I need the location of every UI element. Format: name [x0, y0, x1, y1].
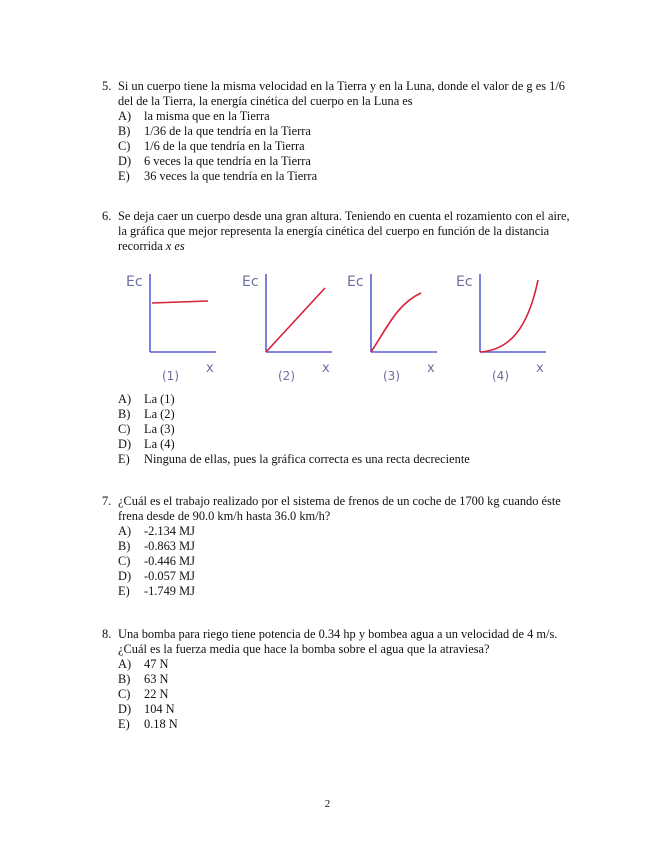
- option-d[interactable]: [118, 569, 572, 584]
- question-number: 7.: [102, 494, 112, 508]
- option-text: 1/6 de la que tendría en la Tierra: [144, 139, 305, 153]
- option-text: 63 N: [144, 672, 169, 686]
- graph-caption: (2): [278, 369, 295, 383]
- energy-curve: [480, 280, 538, 352]
- energy-graphs: [112, 262, 562, 387]
- option-letter: C): [118, 687, 131, 701]
- question-text: Una bomba para riego tiene potencia de 0.34 hp y bombea agua a un velocidad de 4 m/s. ¿Cuál es la fuerza media que hace la bomba sobre el agua que la atraviesa?: [118, 627, 558, 656]
- energy-curve: [152, 301, 208, 303]
- option-text: -2.134 MJ: [144, 524, 195, 538]
- option-letter: E): [118, 584, 130, 598]
- energy-curve: [266, 288, 325, 352]
- option-text: -1.749 MJ: [144, 584, 195, 598]
- graph-caption: (1): [162, 369, 179, 383]
- option-letter: D): [118, 437, 132, 451]
- option-letter: A): [118, 109, 132, 123]
- question-text-main: Se deja caer un cuerpo desde una gran altura. Teniendo en cuenta el rozamiento con el aire, la gráfica que mejor representa la energía cinética del cuerpo en función de la distancia recorrida: [118, 209, 570, 253]
- option-text: La (2): [144, 407, 175, 421]
- question-8: [102, 627, 572, 732]
- question-text: Si un cuerpo tiene la misma velocidad en la Tierra y en la Luna, donde el valor de g es 1/6 del de la Tierra, la energía cinética del cuerpo en la Luna es: [118, 79, 565, 108]
- x-axis-label: x: [427, 361, 435, 376]
- option-text: -0.446 MJ: [144, 554, 195, 568]
- option-letter: D): [118, 154, 132, 168]
- question-7: [102, 494, 572, 599]
- option-text: 47 N: [144, 657, 169, 671]
- graph-caption: (4): [492, 369, 509, 383]
- option-e[interactable]: [118, 584, 572, 599]
- graph-1: [112, 262, 237, 391]
- option-text: 36 veces la que tendría en la Tierra: [144, 169, 318, 183]
- option-c[interactable]: [118, 687, 572, 702]
- option-e[interactable]: [118, 452, 558, 467]
- option-d[interactable]: [118, 437, 558, 452]
- x-axis-label: x: [322, 361, 330, 376]
- option-a[interactable]: [118, 657, 572, 672]
- graph-1-svg: [112, 262, 237, 387]
- question-text: [118, 209, 572, 254]
- y-axis-label: Ec: [242, 274, 259, 290]
- option-letter: A): [118, 392, 132, 406]
- option-text: La (1): [144, 392, 175, 406]
- option-text: 0.18 N: [144, 717, 178, 731]
- question-6: [102, 209, 572, 254]
- option-a[interactable]: [118, 109, 572, 124]
- option-a[interactable]: [118, 524, 572, 539]
- option-letter: E): [118, 717, 130, 731]
- question-text: ¿Cuál es el trabajo realizado por el sistema de frenos de un coche de 1700 kg cuando éste frena desde de 90.0 km/h hasta 36.0 km/h?: [118, 494, 561, 523]
- option-text: Ninguna de ellas, pues la gráfica correcta es una recta decreciente: [144, 452, 470, 466]
- graph-3: [325, 262, 450, 391]
- options-list: [118, 524, 572, 599]
- option-text: La (4): [144, 437, 175, 451]
- option-c[interactable]: [118, 139, 572, 154]
- option-letter: A): [118, 524, 132, 538]
- option-letter: B): [118, 124, 131, 138]
- option-text: La (3): [144, 422, 175, 436]
- option-a[interactable]: [118, 392, 558, 407]
- option-text: 1/36 de la que tendría en la Tierra: [144, 124, 311, 138]
- option-letter: E): [118, 169, 130, 183]
- question-number: 6.: [102, 209, 112, 223]
- option-e[interactable]: [118, 169, 572, 184]
- option-d[interactable]: [118, 702, 572, 717]
- x-axis-label: x: [536, 361, 544, 376]
- option-e[interactable]: [118, 717, 572, 732]
- option-letter: E): [118, 452, 130, 466]
- graph-caption: (3): [383, 369, 400, 383]
- option-letter: B): [118, 407, 131, 421]
- graph-4: [434, 262, 559, 391]
- option-letter: B): [118, 672, 131, 686]
- option-d[interactable]: [118, 154, 572, 169]
- question-number: 8.: [102, 627, 112, 641]
- option-b[interactable]: [118, 539, 572, 554]
- y-axis-label: Ec: [126, 274, 143, 290]
- option-b[interactable]: [118, 124, 572, 139]
- option-letter: C): [118, 139, 131, 153]
- option-text: 6 veces la que tendría en la Tierra: [144, 154, 311, 168]
- option-c[interactable]: [118, 554, 572, 569]
- option-letter: D): [118, 702, 132, 716]
- question-text-variable: x es: [165, 239, 185, 253]
- option-text: -0.057 MJ: [144, 569, 195, 583]
- question-number: 5.: [102, 79, 112, 93]
- option-c[interactable]: [118, 422, 558, 437]
- energy-curve: [371, 293, 421, 352]
- page-number: 2: [324, 798, 331, 810]
- option-text: -0.863 MJ: [144, 539, 195, 553]
- graph-3-svg: [325, 262, 450, 387]
- option-letter: C): [118, 422, 131, 436]
- x-axis-label: x: [206, 361, 214, 376]
- options-list: [118, 392, 558, 467]
- graph-4-svg: [434, 262, 559, 387]
- options-list: [118, 657, 572, 732]
- option-b[interactable]: [118, 672, 572, 687]
- options-list: [118, 109, 572, 184]
- y-axis-label: Ec: [456, 274, 473, 290]
- option-letter: A): [118, 657, 132, 671]
- option-letter: B): [118, 539, 131, 553]
- option-text: la misma que en la Tierra: [144, 109, 270, 123]
- option-b[interactable]: [118, 407, 558, 422]
- question-5: [102, 79, 572, 184]
- option-text: 104 N: [144, 702, 175, 716]
- option-letter: D): [118, 569, 132, 583]
- y-axis-label: Ec: [347, 274, 364, 290]
- option-letter: C): [118, 554, 131, 568]
- option-text: 22 N: [144, 687, 169, 701]
